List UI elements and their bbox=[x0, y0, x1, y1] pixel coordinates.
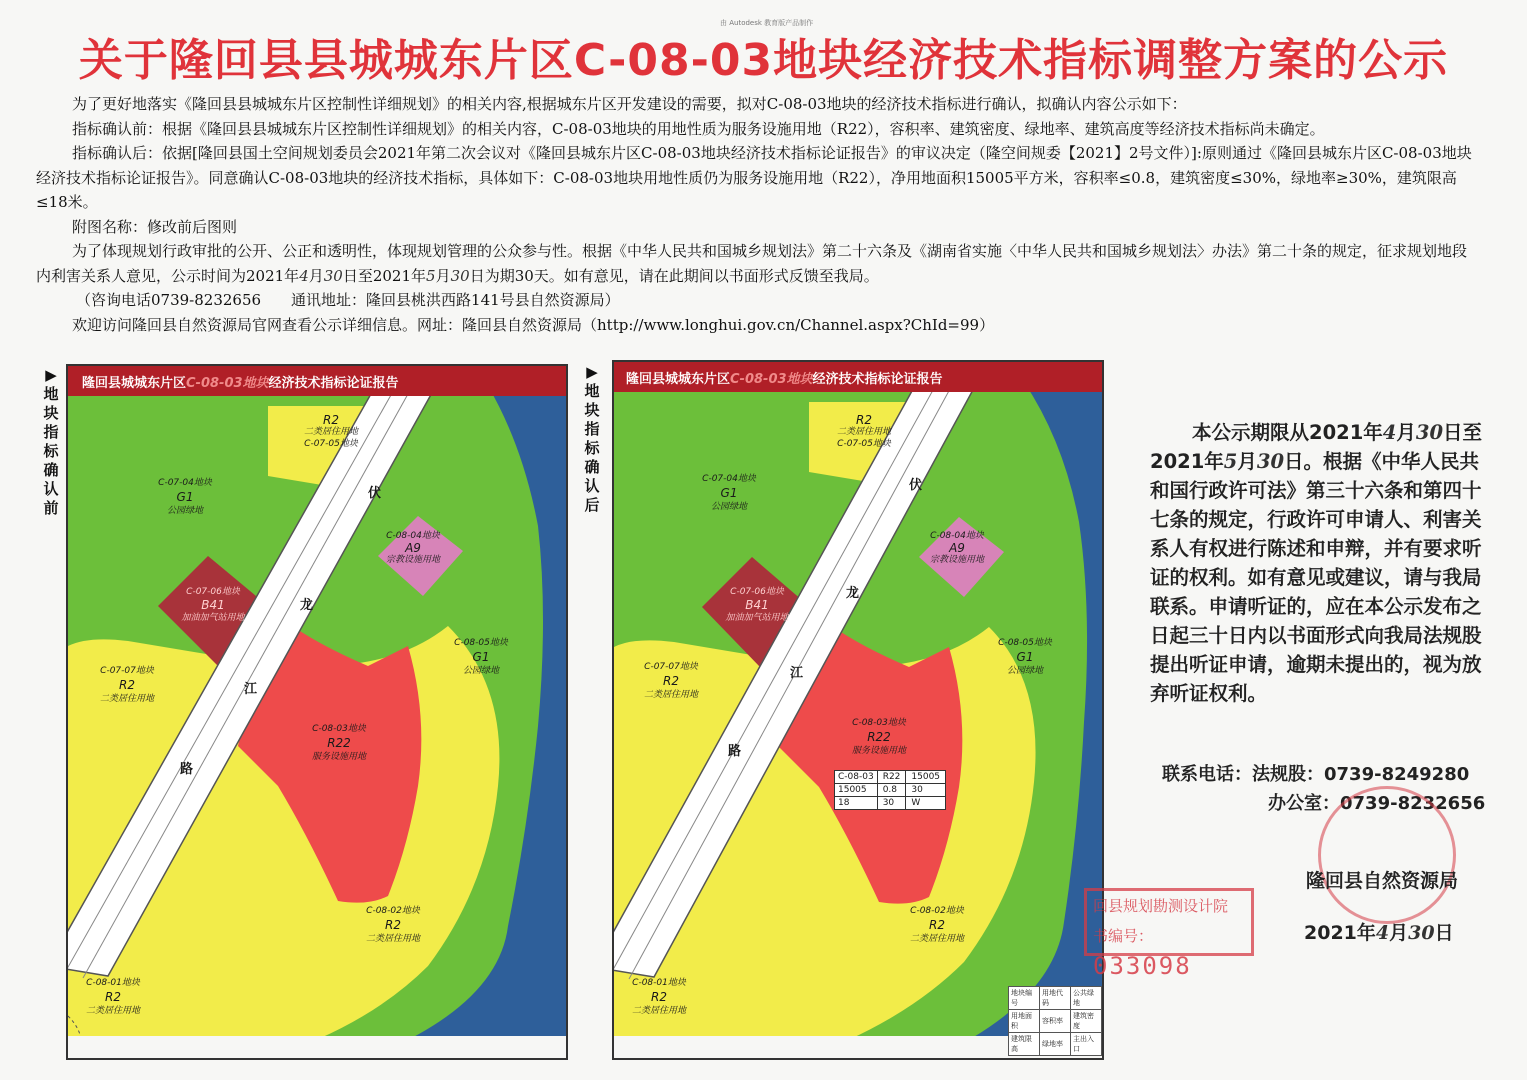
handwritten-month: 4 bbox=[1382, 421, 1397, 444]
top-watermark-note: 由 Autodesk 教育版产品制作 bbox=[720, 19, 814, 27]
contact-row-legal: 联系电话：法规股：0739-8249280 bbox=[1162, 764, 1470, 785]
map-after-banner: 隆回县城城东片区C-08-03地块经济技术指标论证报告 bbox=[626, 372, 943, 387]
page-title: 关于隆回县县城城东片区C-08-03地块经济技术指标调整方案的公示 bbox=[78, 35, 1449, 86]
road-char: 江 bbox=[790, 666, 804, 681]
parcel-label: C-08-05地块 G1 公园绿地 bbox=[454, 638, 508, 676]
paragraph-before: 指标确认前：根据《隆回县县城城东片区控制性详细规划》的相关内容，C-08-03地块的用地性质为服务设施用地（R22），容积率、建筑密度、绿地率、建筑高度等经济技术指标尚未确定。 bbox=[72, 119, 1325, 138]
indicator-table bbox=[834, 770, 946, 810]
handwritten-month: 4 bbox=[299, 266, 309, 285]
map-after bbox=[612, 360, 1104, 1060]
contact-row-office: 办公室：0739-8232656 bbox=[1268, 793, 1486, 814]
parcel-label: C-07-07地块 R2 二类居住用地 bbox=[99, 666, 154, 704]
parcel-label: C-07-06地块 B41 加油加气站用地 bbox=[181, 587, 245, 623]
handwritten-day: 30 bbox=[1415, 421, 1444, 444]
handwritten-month: 5 bbox=[1223, 450, 1238, 473]
parcel-label: C-08-01地块 R2 二类居住用地 bbox=[85, 978, 140, 1016]
parcel-label: C-08-02地块 R2 二类居住用地 bbox=[909, 906, 964, 944]
road-char: 龙 bbox=[846, 586, 860, 601]
map-before bbox=[66, 364, 568, 1060]
parcel-label: C-08-01地块 R2 二类居住用地 bbox=[631, 978, 686, 1016]
parcel-label: C-08-04地块 A9 宗教设施用地 bbox=[929, 531, 984, 565]
map-before-drawing bbox=[68, 366, 566, 1058]
map-after-drawing bbox=[614, 362, 1102, 1058]
design-institute-stamp: 回县规划勘测设计院 书编号：033098 bbox=[1084, 888, 1254, 956]
legend-row: 用地面积 容积率 建筑密度 bbox=[1009, 1010, 1102, 1033]
road-char: 伏 bbox=[909, 478, 923, 493]
indicator-row: C-08-03 R22 15005 bbox=[835, 771, 946, 784]
paragraph-attachment: 附图名称：修改前后图则 bbox=[72, 217, 238, 236]
parcel-label: C-07-04地块 G1 公园绿地 bbox=[158, 478, 212, 516]
handwritten-day: 30 bbox=[450, 266, 470, 285]
parcel-label: R2 二类居住用地 C-07-05地块 bbox=[303, 413, 358, 449]
official-seal bbox=[1318, 786, 1456, 924]
map-before-side-label: ▶地块指标确认前 bbox=[43, 366, 59, 517]
hearing-notice: 本公示期限从2021年4月30日至2021年5月30日。根据《中华人民共和国行政许可法》第三十六条和第四十七条的规定，行政许可申请人、利害关系人有权进行陈述和申辩，并有要求听证的权利。如有意见或建议，请与我局联系。申请听证的，应在本公示发布之日起三十日内以书面形式向我局法规股提出听证申请，逾期未提出的，视为放弃听证权利。 bbox=[1150, 421, 1483, 705]
parcel-label: C-08-04地块 A9 宗教设施用地 bbox=[385, 531, 440, 565]
signer-name: 隆回县自然资源局 bbox=[1306, 870, 1459, 892]
parcel-label: C-08-03地块 R22 服务设施用地 bbox=[851, 718, 906, 756]
handwritten-day: 30 bbox=[323, 266, 343, 285]
indicator-row: 18 30 W bbox=[835, 797, 946, 810]
paragraph-publicity: 为了体现规划行政审批的公开、公正和透明性，体现规划管理的公众参与性。根据《中华人民共和国城乡规划法》第二十六条及《湖南省实施〈中华人民共和国城乡规划法〉办法》第二十条的规定，征求规划地段内利害关系人意见，公示时间为2021年4月30日至2021年5月30日为期30天。如有意见，请在此期间以书面形式反馈至我局。 bbox=[36, 242, 1468, 285]
road-char: 伏 bbox=[368, 486, 382, 501]
parcel-label: C-07-07地块 R2 二类居住用地 bbox=[643, 662, 698, 700]
map-after-side-label: ▶地块指标确认后 bbox=[584, 363, 600, 514]
road-char: 路 bbox=[180, 762, 194, 777]
parcel-label: C-07-06地块 B41 加油加气站用地 bbox=[725, 587, 789, 623]
handwritten-month: 5 bbox=[426, 266, 436, 285]
notice-body bbox=[36, 92, 1476, 337]
handwritten-day: 30 bbox=[1256, 450, 1285, 473]
legend-row: 地块编号 用地代码 公共绿地 bbox=[1009, 987, 1102, 1010]
road-char: 江 bbox=[244, 682, 258, 697]
parcel-label: C-08-03地块 R22 服务设施用地 bbox=[311, 724, 366, 762]
road-char: 路 bbox=[728, 744, 742, 759]
paragraph-contact-info: （咨询电话0739-8232656 通讯地址：隆回县桃洪西路141号县自然资源局） bbox=[76, 291, 620, 309]
indicator-row: 15005 0.8 30 bbox=[835, 784, 946, 797]
legend-row: 建筑限高 绿地率 主出入口 bbox=[1009, 1033, 1102, 1056]
map-legend bbox=[1008, 986, 1102, 1056]
sign-date: 2021年4月30日 bbox=[1304, 922, 1454, 944]
parcel-label: R2 二类居住用地 C-07-05地块 bbox=[836, 413, 891, 449]
parcel-label: C-07-04地块 G1 公园绿地 bbox=[702, 474, 756, 512]
road-char: 龙 bbox=[300, 598, 314, 613]
map-before-banner: 隆回县城城东片区C-08-03地块经济技术指标论证报告 bbox=[82, 376, 399, 391]
paragraph-intro: 为了更好地落实《隆回县县城城东片区控制性详细规划》的相关内容,根据城东片区开发建设的需要，拟对C-08-03地块的经济技术指标进行确认，拟确认内容公示如下： bbox=[72, 95, 1187, 113]
paragraph-after: 指标确认后：依据[隆回县国土空间规划委员会2021年第二次会议对《隆回县城东片区C-08-03地块经济技术指标论证报告》的审议决定（隆空间规委【2021】2号文件）]:原则通过《隆回县城东片区C-08-03地块经济技术指标论证报告》。同意确认C-08-03地块的经济技术指标，具体如下：C-08-03地块用地性质仍为服务设施用地（R22），净用地面积15005平方米，容积率≤0.8，建筑密度≤30%，绿地率≥30%，建筑限高≤18米。 bbox=[36, 144, 1472, 211]
parcel-label: C-08-02地块 R2 二类居住用地 bbox=[365, 906, 420, 944]
parcel-label: C-08-05地块 G1 公园绿地 bbox=[998, 638, 1052, 676]
paragraph-website: 欢迎访问隆回县自然资源局官网查看公示详细信息。网址：隆回县自然资源局（http://www.longhui.gov.cn/Channel.aspx?ChId=99） bbox=[72, 315, 995, 334]
